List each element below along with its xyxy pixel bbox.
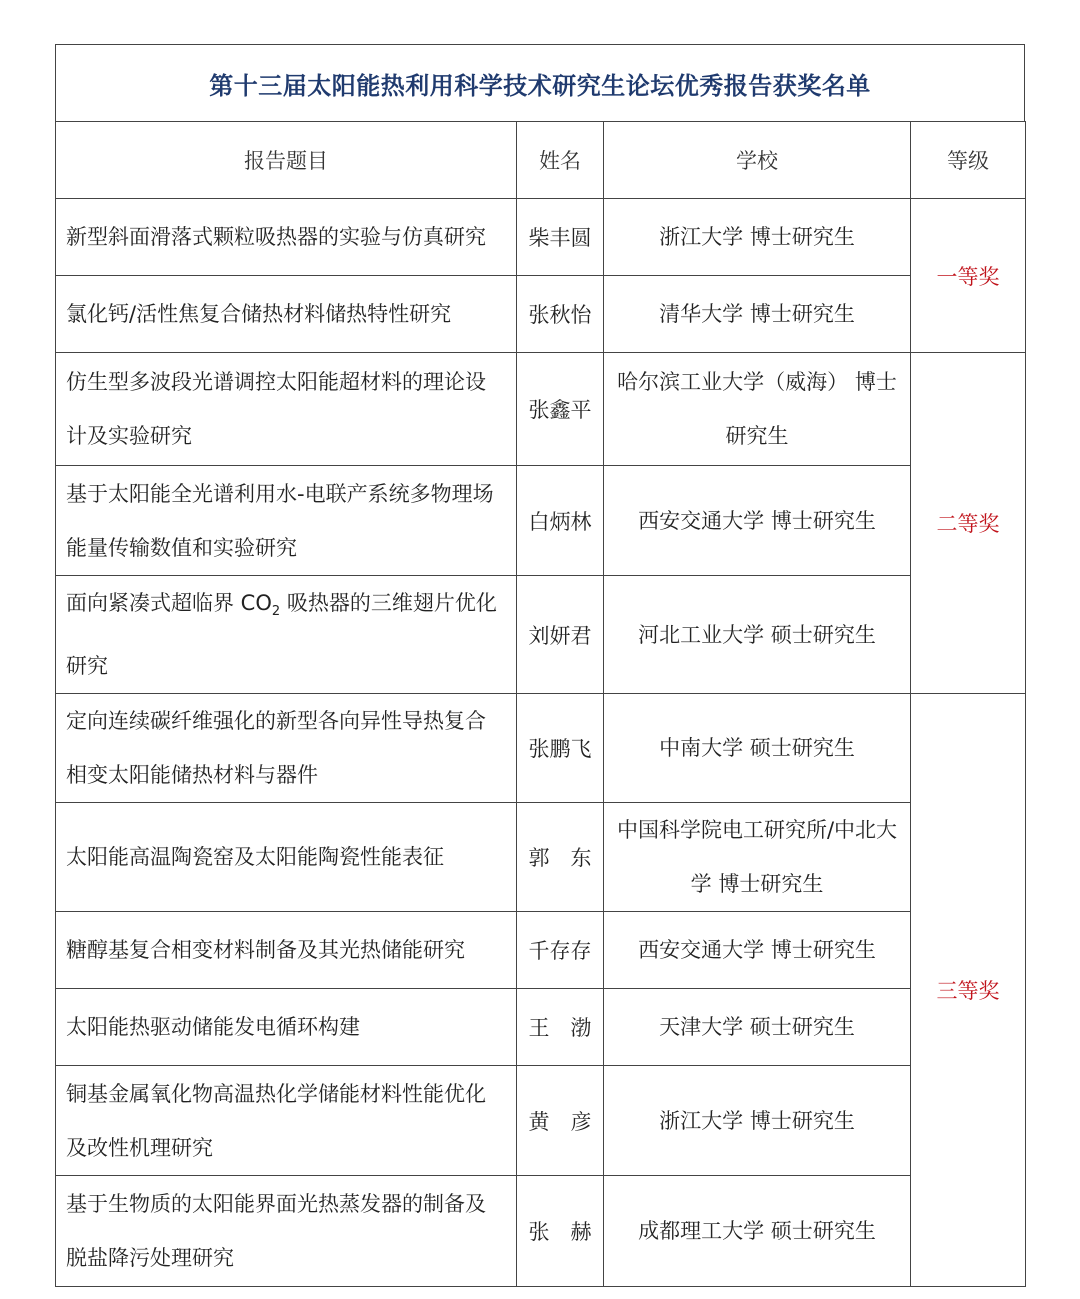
table-row [56, 199, 1026, 276]
school-cell: 西安交通大学 博士研究生 [604, 912, 911, 989]
header-row [56, 122, 1026, 199]
award-list-document [55, 44, 1025, 1287]
school-cell: 天津大学 硕士研究生 [604, 989, 911, 1066]
report-topic: 氯化钙/活性焦复合储热材料储热特性研究 [56, 276, 517, 353]
report-topic: 糖醇基复合相变材料制备及其光热储能研究 [56, 912, 517, 989]
award-level-first: 一等奖 [911, 199, 1026, 353]
co2-subscript: 2 [271, 604, 281, 620]
report-topic: 太阳能热驱动储能发电循环构建 [56, 989, 517, 1066]
award-level-second: 二等奖 [911, 353, 1026, 694]
header-level: 等级 [911, 122, 1026, 199]
award-level-third: 三等奖 [911, 694, 1026, 1287]
student-name: 柴丰圆 [517, 199, 604, 276]
school-cell: 成都理工大学 硕士研究生 [604, 1176, 911, 1287]
student-name: 黄 彦 [517, 1066, 604, 1176]
page-title: 第十三届太阳能热利用科学技术研究生论坛优秀报告获奖名单 [209, 71, 871, 100]
student-name: 王 渤 [517, 989, 604, 1066]
report-topic: 铜基金属氧化物高温热化学储能材料性能优化及改性机理研究 [56, 1066, 517, 1176]
table-row [56, 276, 1026, 353]
student-name: 张 赫 [517, 1176, 604, 1287]
header-topic: 报告题目 [56, 122, 517, 199]
school-cell: 中国科学院电工研究所/中北大学 博士研究生 [604, 803, 911, 912]
topic-text-post: 吸热器的三维翅片优化研究 [66, 591, 497, 679]
report-topic: 定向连续碳纤维强化的新型各向异性导热复合相变太阳能储热材料与器件 [56, 694, 517, 803]
school-cell: 清华大学 博士研究生 [604, 276, 911, 353]
school-cell: 中南大学 硕士研究生 [604, 694, 911, 803]
school-cell: 河北工业大学 硕士研究生 [604, 576, 911, 694]
student-name: 张秋怡 [517, 276, 604, 353]
table-row [56, 576, 1026, 694]
report-topic: 基于太阳能全光谱利用水-电联产系统多物理场能量传输数值和实验研究 [56, 466, 517, 576]
report-topic: 基于生物质的太阳能界面光热蒸发器的制备及脱盐降污处理研究 [56, 1176, 517, 1287]
school-cell: 浙江大学 博士研究生 [604, 199, 911, 276]
header-name: 姓名 [517, 122, 604, 199]
report-topic: 新型斜面滑落式颗粒吸热器的实验与仿真研究 [56, 199, 517, 276]
report-topic [56, 576, 517, 694]
table-row [56, 1176, 1026, 1287]
award-table [55, 121, 1026, 1287]
school-cell: 浙江大学 博士研究生 [604, 1066, 911, 1176]
table-row [56, 803, 1026, 912]
student-name: 千存存 [517, 912, 604, 989]
school-cell: 西安交通大学 博士研究生 [604, 466, 911, 576]
student-name: 刘妍君 [517, 576, 604, 694]
title-row [55, 44, 1025, 121]
header-school: 学校 [604, 122, 911, 199]
table-row [56, 694, 1026, 803]
table-row [56, 353, 1026, 466]
report-topic: 太阳能高温陶瓷窑及太阳能陶瓷性能表征 [56, 803, 517, 912]
student-name: 白炳林 [517, 466, 604, 576]
school-cell: 哈尔滨工业大学（威海） 博士研究生 [604, 353, 911, 466]
table-row [56, 912, 1026, 989]
report-topic: 仿生型多波段光谱调控太阳能超材料的理论设计及实验研究 [56, 353, 517, 466]
student-name: 张鹏飞 [517, 694, 604, 803]
student-name: 郭 东 [517, 803, 604, 912]
table-row [56, 989, 1026, 1066]
topic-text-pre: 面向紧凑式超临界 CO [66, 591, 272, 615]
student-name: 张鑫平 [517, 353, 604, 466]
table-row [56, 466, 1026, 576]
table-row [56, 1066, 1026, 1176]
